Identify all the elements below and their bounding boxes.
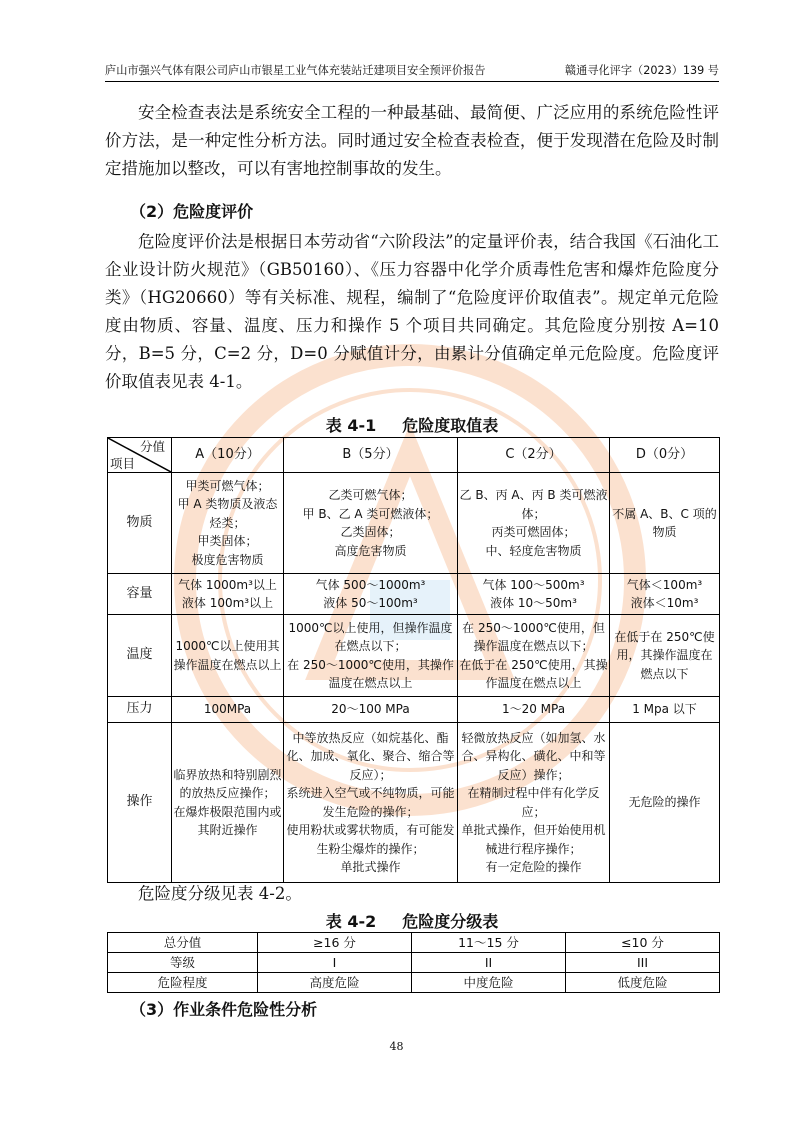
- paragraph-checklist-method: 安全检查表法是系统安全工程的一种最基础、最简便、广泛应用的系统危险性评价方法，是一种定性分析方法。同时通过安全检查表检查，便于发现潜在危险及时制定措施加以整改，可以有害地控制事故的发生。: [105, 103, 719, 178]
- risk-value-table: [107, 437, 720, 883]
- table2-cell: 中度危险: [412, 973, 566, 993]
- table2-cell: 低度危险: [566, 973, 720, 993]
- table2-cell: 11～15 分: [412, 933, 566, 953]
- table2-cell: ≤10 分: [566, 933, 720, 953]
- table1-cell: 气体 100～500m³ 液体 10～50m³: [458, 574, 610, 615]
- table1-cell: 1～20 MPa: [458, 697, 610, 723]
- table2-caption-title: 危险度分级表: [402, 912, 499, 931]
- table1-cell: 20～100 MPa: [284, 697, 458, 723]
- table1-row-operation: [108, 723, 720, 883]
- table2-row-grade: [108, 953, 720, 973]
- table1-col-c: C（2分）: [458, 438, 610, 473]
- table1-cell: 气体 500～1000m³ 液体 50～100m³: [284, 574, 458, 615]
- table1-row-label: 容量: [108, 574, 172, 615]
- table1-cell: 1000℃以上使用，但操作温度在燃点以下； 在 250～1000℃使用，其操作温度在燃点以上: [284, 615, 458, 697]
- table1-cell: 甲类可燃气体； 甲 A 类物质及液态烃类； 甲类固体； 极度危害物质: [172, 473, 284, 574]
- table1-caption-number: 表 4-1: [325, 416, 377, 435]
- table2-row-degree: [108, 973, 720, 993]
- table2-cell: 危险程度: [108, 973, 258, 993]
- table1-cell: 不属 A、B、C 项的物质: [610, 473, 720, 574]
- table2-cell: 总分值: [108, 933, 258, 953]
- table1-caption-title: 危险度取值表: [402, 416, 499, 435]
- table1-cell: 在 250～1000℃使用，但操作温度在燃点以下； 在低于在 250℃使用，其操作温度在燃点以上: [458, 615, 610, 697]
- table1-corner-item: 项目: [110, 456, 136, 471]
- table1-cell: 临界放热和特别剧烈的放热反应操作； 在爆炸极限范围内或其附近操作: [172, 723, 284, 883]
- header-report-number: 赣通寻化评字（2023）139 号: [564, 64, 719, 77]
- table1-cell: 气体＜100m³ 液体＜10m³: [610, 574, 720, 615]
- table1-corner-cell: [108, 438, 172, 473]
- table1-row-temperature: [108, 615, 720, 697]
- table2-cell: 等级: [108, 953, 258, 973]
- header-report-title: 庐山市强兴气体有限公司庐山市银星工业气体充装站迁建项目安全预评价报告: [105, 64, 486, 77]
- table1-row-pressure: [108, 697, 720, 723]
- table1-col-b: B（5分）: [284, 438, 458, 473]
- table1-cell: 乙 B、丙 A、丙 B 类可燃液体； 丙类可燃固体； 中、轻度危害物质: [458, 473, 610, 574]
- table1-cell: 无危险的操作: [610, 723, 720, 883]
- table2-row-score: [108, 933, 720, 953]
- table1-cell: 气体 1000m³以上 液体 100m³以上: [172, 574, 284, 615]
- table2-cell: I: [258, 953, 412, 973]
- table1-corner-score: 分值: [139, 439, 165, 454]
- heading-risk-evaluation: （2）危险度评价: [130, 202, 254, 221]
- table1-cell: 100MPa: [172, 697, 284, 723]
- table2-cell: II: [412, 953, 566, 973]
- table1-cell: 中等放热反应（如烷基化、酯化、加成、氧化、聚合、缩合等反应）； 系统进入空气或不纯物质，可能发生危险的操作； 使用粉状或雾状物质，有可能发生粉尘爆炸的操作； 单批式操作: [284, 723, 458, 883]
- paragraph-risk-evaluation: 危险度评价法是根据日本劳动省“六阶段法”的定量评价表，结合我国《石油化工企业设计防火规范》（GB50160）、《压力容器中化学介质毒性危害和爆炸危险度分类》（HG20660）等有关标准、规程，编制了“危险度评价取值表”。规定单元危险度由物质、容量、温度、压力和操作 5 个项目共同确定。其危险度分别按 A=10 分，B=5 分，C=2 分，D=0 分赋值计分，由累计分值确定单元危险度。危险度评价取值表见表 4-1。: [105, 232, 719, 391]
- table2-cell: III: [566, 953, 720, 973]
- table1-col-d: D（0分）: [610, 438, 720, 473]
- table2-caption: [105, 909, 719, 932]
- table1-cell: 乙类可燃气体； 甲 B、乙 A 类可燃液体； 乙类固体； 高度危害物质: [284, 473, 458, 574]
- table1-row-label: 温度: [108, 615, 172, 697]
- table1-header-row: [108, 438, 720, 473]
- heading-work-condition: （3）作业条件危险性分析: [130, 1000, 318, 1019]
- table1-cell: 1000℃以上使用其操作温度在燃点以上: [172, 615, 284, 697]
- table1-caption: [105, 413, 719, 436]
- table2-caption-number: 表 4-2: [325, 912, 377, 931]
- table1-cell: 在低于在 250℃使用，其操作温度在燃点以下: [610, 615, 720, 697]
- risk-grade-table: [107, 932, 720, 993]
- table1-cell: 轻微放热反应（如加氢、水合、异构化、磺化、中和等反应）操作； 在精制过程中伴有化学反应； 单批式操作，但开始使用机械进行程序操作； 有一定危险的操作: [458, 723, 610, 883]
- paragraph-grade-ref: 危险度分级见表 4-2。: [138, 884, 302, 903]
- page-number: 48: [389, 1040, 404, 1053]
- table1-row-label: 物质: [108, 473, 172, 574]
- table1-cell: 1 Mpa 以下: [610, 697, 720, 723]
- table1-row-label: 压力: [108, 697, 172, 723]
- table2-cell: ≥16 分: [258, 933, 412, 953]
- table1-row-label: 操作: [108, 723, 172, 883]
- table1-row-substance: [108, 473, 720, 574]
- table2-cell: 高度危险: [258, 973, 412, 993]
- page-header: [105, 62, 719, 82]
- table1-col-a: A（10分）: [172, 438, 284, 473]
- table1-row-capacity: [108, 574, 720, 615]
